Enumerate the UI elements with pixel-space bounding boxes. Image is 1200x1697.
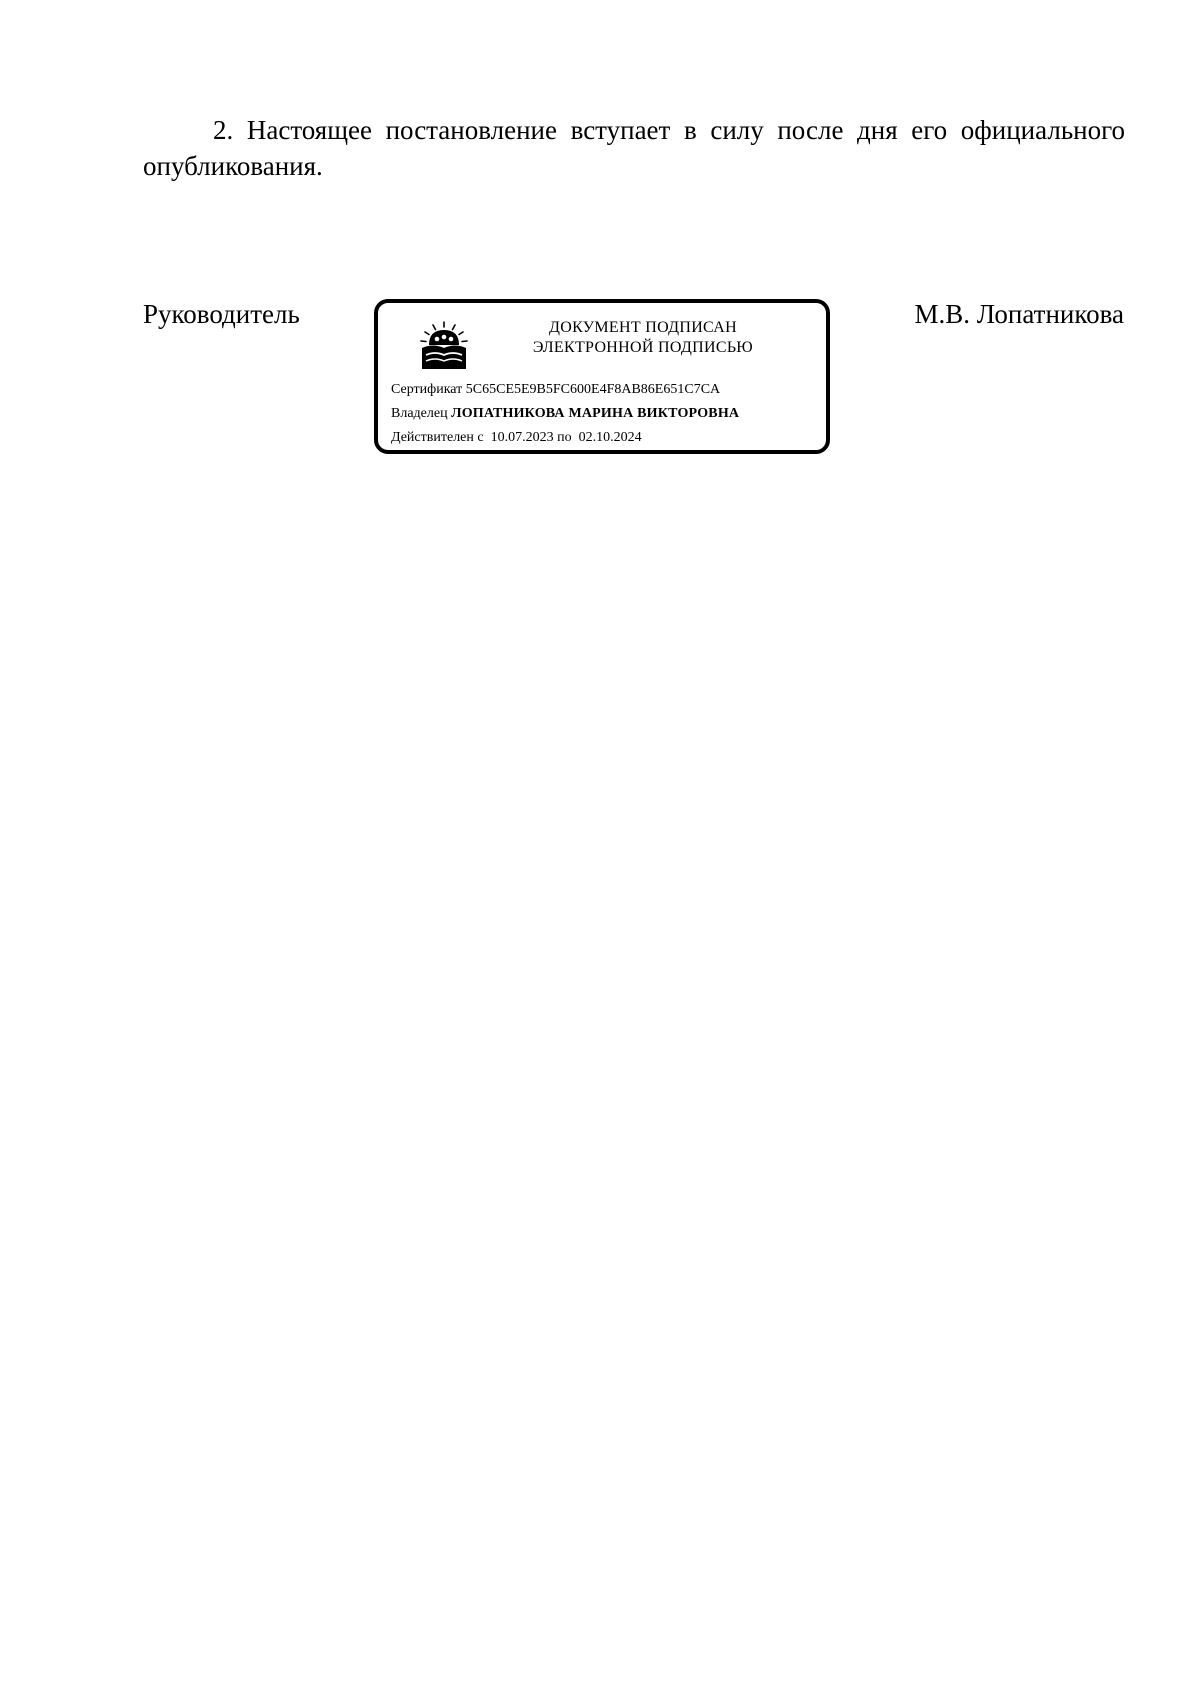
- signatory-name: М.В. Лопатникова: [914, 299, 1124, 329]
- coat-of-arms-icon: [418, 321, 470, 371]
- electronic-signature-stamp: [374, 299, 830, 454]
- coat-of-arms-svg: [418, 321, 470, 371]
- owner-label: Владелец: [391, 406, 448, 421]
- valid-to: 02.10.2024: [578, 430, 642, 445]
- owner-value: ЛОПАТНИКОВА МАРИНА ВИКТОРОВНА: [451, 406, 740, 421]
- stamp-certificate: [391, 381, 720, 399]
- signatory-position: Руководитель: [143, 299, 300, 329]
- stamp-owner: [391, 405, 739, 423]
- valid-to-label: по: [557, 430, 572, 445]
- body-paragraph: [143, 112, 1125, 184]
- valid-label: Действителен с: [391, 430, 484, 445]
- stamp-title: [478, 318, 808, 358]
- stamp-title-line2: ЭЛЕКТРОННОЙ ПОДПИСЬЮ: [532, 339, 754, 356]
- stamp-title-line1: ДОКУМЕНТ ПОДПИСАН: [549, 319, 737, 336]
- stamp-validity: [391, 429, 642, 447]
- paragraph-text: 2. Настоящее постановление вступает в силу после дня его официального опубликования.: [143, 115, 1125, 181]
- valid-from: 10.07.2023: [490, 430, 554, 445]
- certificate-value: 5C65CE5E9B5FC600E4F8AB86E651C7CA: [465, 382, 721, 397]
- certificate-label: Сертификат: [391, 382, 463, 397]
